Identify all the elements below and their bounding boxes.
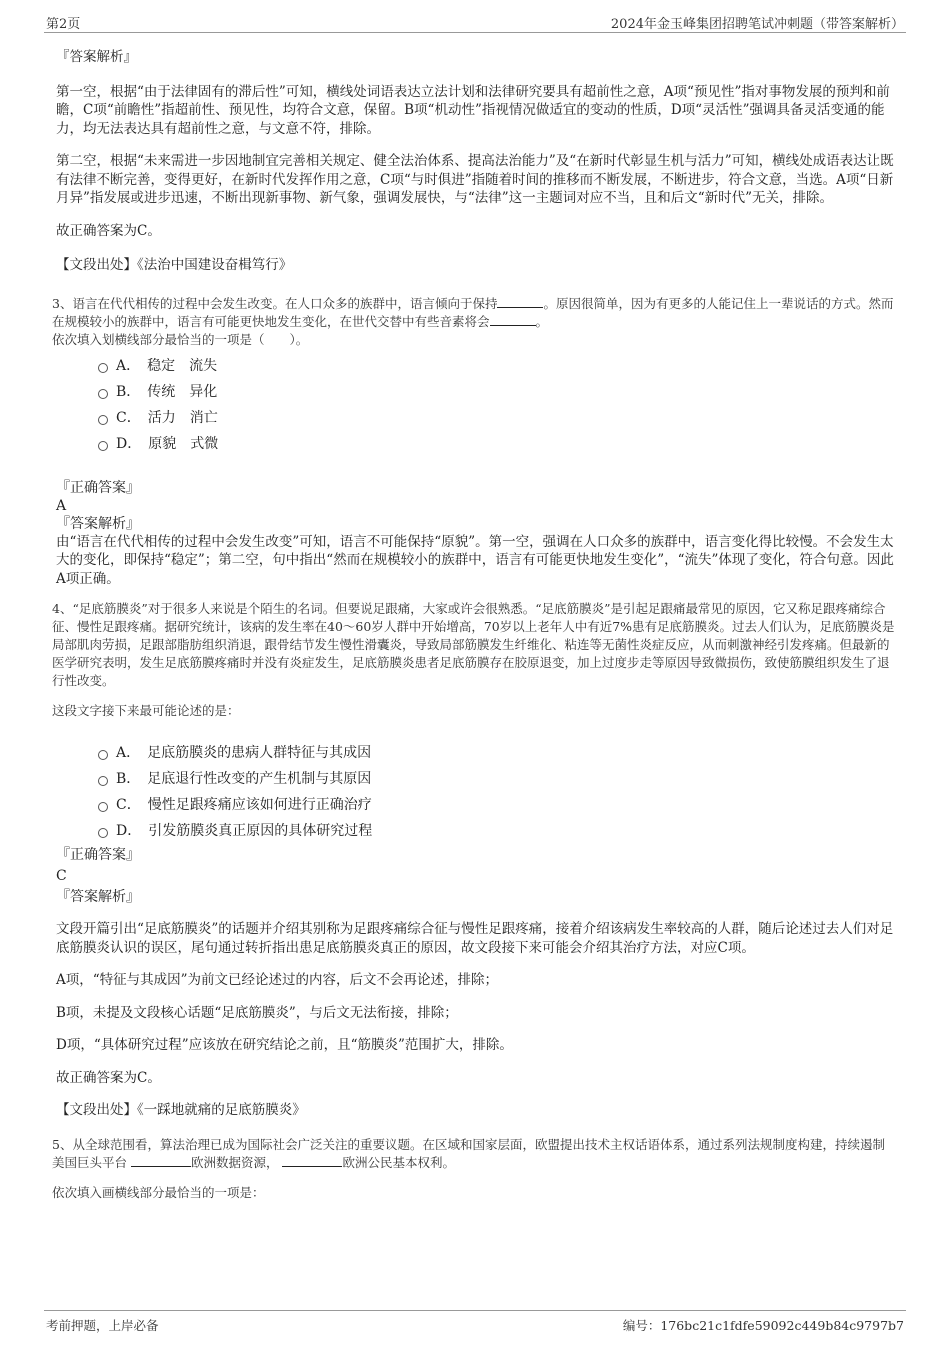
q3-prompt: 依次填入划横线部分最恰当的一项是（ ）。 [52, 331, 309, 347]
radio-icon[interactable] [98, 750, 108, 760]
q3-options [56, 353, 896, 457]
document-code: 编号：176bc21c1fdfe59092c449b84c9797b7 [622, 1318, 904, 1333]
q3-blank-2 [490, 314, 536, 326]
q5-blank-2 [282, 1155, 342, 1167]
q4-prompt: 这段文字接下来最可能论述的是： [52, 703, 240, 718]
page-footer [44, 1310, 906, 1335]
q4-answer: C [56, 868, 67, 884]
q2-analysis-para1: 第一空，根据“由于法律固有的滞后性”可知，横线处词语表达立法计划和法律研究要具有超前性之意，A项“预见性”指对事物发展的预判和前瞻，C项“前瞻性”指超前性、预见性，均符合文意，保留。B项“机动性”指视情况做适宜的变动的性质，D项“灵活性”强调具备灵活变通的能力，均无法表达具有超前性之意，与文意不符，排除。 [56, 83, 890, 137]
q2-conclusion: 故正确答案为C。 [56, 222, 161, 239]
q3-blank-1 [497, 296, 543, 308]
q4-note-b: B项，未提及文段核心话题“足底筋膜炎”，与后文无法衔接，排除； [56, 1004, 458, 1021]
q4-option-d[interactable]: D． 引发筋膜炎真正原因的具体研究过程 [56, 818, 896, 844]
q4-option-b[interactable]: B． 足底退行性改变的产生机制与其原因 [56, 766, 896, 792]
q3-question: 3、语言在代代相传的过程中会发生改变。在人口众多的族群中，语言倾向于保持 。原因很简单，因为有更多的人能记住上一辈说话的方式。然而在规模较小的族群中，语言有可能更快地发生变化，在世代交替中有些音素将会 。 [52, 295, 894, 329]
q5-blank-1 [131, 1155, 191, 1167]
radio-icon[interactable] [98, 363, 108, 373]
q4-conclusion: 故正确答案为C。 [56, 1069, 161, 1086]
q4-note-d: D项，“具体研究过程”应该放在研究结论之前，且“筋膜炎”范围扩大，排除。 [56, 1037, 513, 1053]
q3-answer-label: 『正确答案』 [56, 479, 140, 496]
document-title: 2024年金玉峰集团招聘笔试冲刺题（带答案解析） [610, 17, 904, 32]
q4-note-a: A项，“特征与其成因”为前文已经论述过的内容，后文不会再论述，排除； [56, 972, 499, 988]
radio-icon[interactable] [98, 802, 108, 812]
radio-icon[interactable] [98, 776, 108, 786]
q4-options [56, 740, 896, 844]
radio-icon[interactable] [98, 415, 108, 425]
radio-icon[interactable] [98, 828, 108, 838]
q3-analysis: 由“语言在代代相传的过程中会发生改变”可知，语言不可能保持“原貌”。第一空，强调在人口众多的族群中，语言变化得比较慢。不会发生太大的变化，即保持“稳定”；第二空，句中指出“然而在规模较小的族群中，语言有可能更快地发生变化”，“流失”体现了变化，符合句意。因此A项正确。 [56, 533, 894, 587]
q4-source: 【文段出处】《一踩地就痛的足底筋膜炎》 [56, 1102, 306, 1118]
q2-analysis-para2: 第二空，根据“未来需进一步因地制宜完善相关规定、健全法治体系、提高法治能力”及“在新时代彰显生机与活力”可知，横线处成语表达让既有法律不断完善，变得更好，在新时代发挥作用之意，C项“与时俱进”指随着时间的推移而不断发展，不断进步，符合文意，当选。A项“日新月异”指发展或进步迅速，不断出现新事物、新气象，强调发展快，与“法律”这一主题词对应不当，且和后文“新时代”无关，排除。 [56, 153, 894, 206]
q3-option-b[interactable]: B． 传统 异化 [56, 379, 896, 405]
q3-option-d[interactable]: D． 原貌 式微 [56, 431, 896, 457]
q2-source: 【文段出处】《法治中国建设奋楫笃行》 [56, 257, 293, 273]
q4-analysis: 文段开篇引出“足底筋膜炎”的话题并介绍其别称为足跟疼痛综合征与慢性足跟疼痛，接着介绍该病发生率较高的人群，随后论述过去人们对足底筋膜炎认识的误区，尾句通过转折指出患足底筋膜炎真正的原因，故文段接下来可能会介绍其治疗方法，对应C项。 [56, 921, 894, 956]
q4-option-a[interactable]: A． 足底筋膜炎的患病人群特征与其成因 [56, 740, 896, 766]
q3-answer: A [56, 497, 67, 514]
radio-icon[interactable] [98, 389, 108, 399]
q5-prompt: 依次填入画横线部分最恰当的一项是： [52, 1184, 265, 1200]
q4-option-c[interactable]: C． 慢性足跟疼痛应该如何进行正确治疗 [56, 792, 896, 818]
q5-question: 5、从全球范围看，算法治理已成为国际社会广泛关注的重要议题。在区域和国家层面，欧盟提出技术主权话语体系，通过系列法规制度构建，持续遏制美国巨头平台 欧洲数据资源， 欧洲公民基本权利。 [52, 1136, 885, 1170]
q2-analysis-label: 『答案解析』 [56, 49, 137, 65]
footer-slogan: 考前押题，上岸必备 [46, 1318, 159, 1333]
q3-option-a[interactable]: A． 稳定 流失 [56, 353, 896, 379]
page-number: 第2页 [46, 17, 81, 32]
q4-answer-label: 『正确答案』 [56, 847, 140, 863]
page-content [52, 44, 896, 1202]
q4-analysis-label: 『答案解析』 [56, 889, 140, 905]
page-header [44, 12, 906, 33]
q4-question: 4、“足底筋膜炎”对于很多人来说是个陌生的名词。但要说足跟痛，大家或许会很熟悉。“足底筋膜炎”是引起足跟痛最常见的原因，它又称足跟疼痛综合征、慢性足跟疼痛。据研究统计，该病的发生率在40～60岁人群中开始增高，70岁以上老年人中有近7%患有足底筋膜炎。过去人们认为，足底筋膜炎是局部肌肉劳损，足跟部脂肪组织消退，跟骨结节发生慢性滑囊炎，导致局部筋膜发生纤维化、粘连等无菌性炎症反应，从而刺激神经引发疼痛。但最新的医学研究表明，发生足底筋膜疼痛时并没有炎症发生，足底筋膜炎患者足底筋膜存在胶原退变，加上过度步走等原因导致微损伤，致使筋膜组织发生了退行性改变。 [52, 601, 895, 688]
q3-analysis-label: 『答案解析』 [56, 515, 140, 532]
q3-option-c[interactable]: C． 活力 消亡 [56, 405, 896, 431]
radio-icon[interactable] [98, 441, 108, 451]
